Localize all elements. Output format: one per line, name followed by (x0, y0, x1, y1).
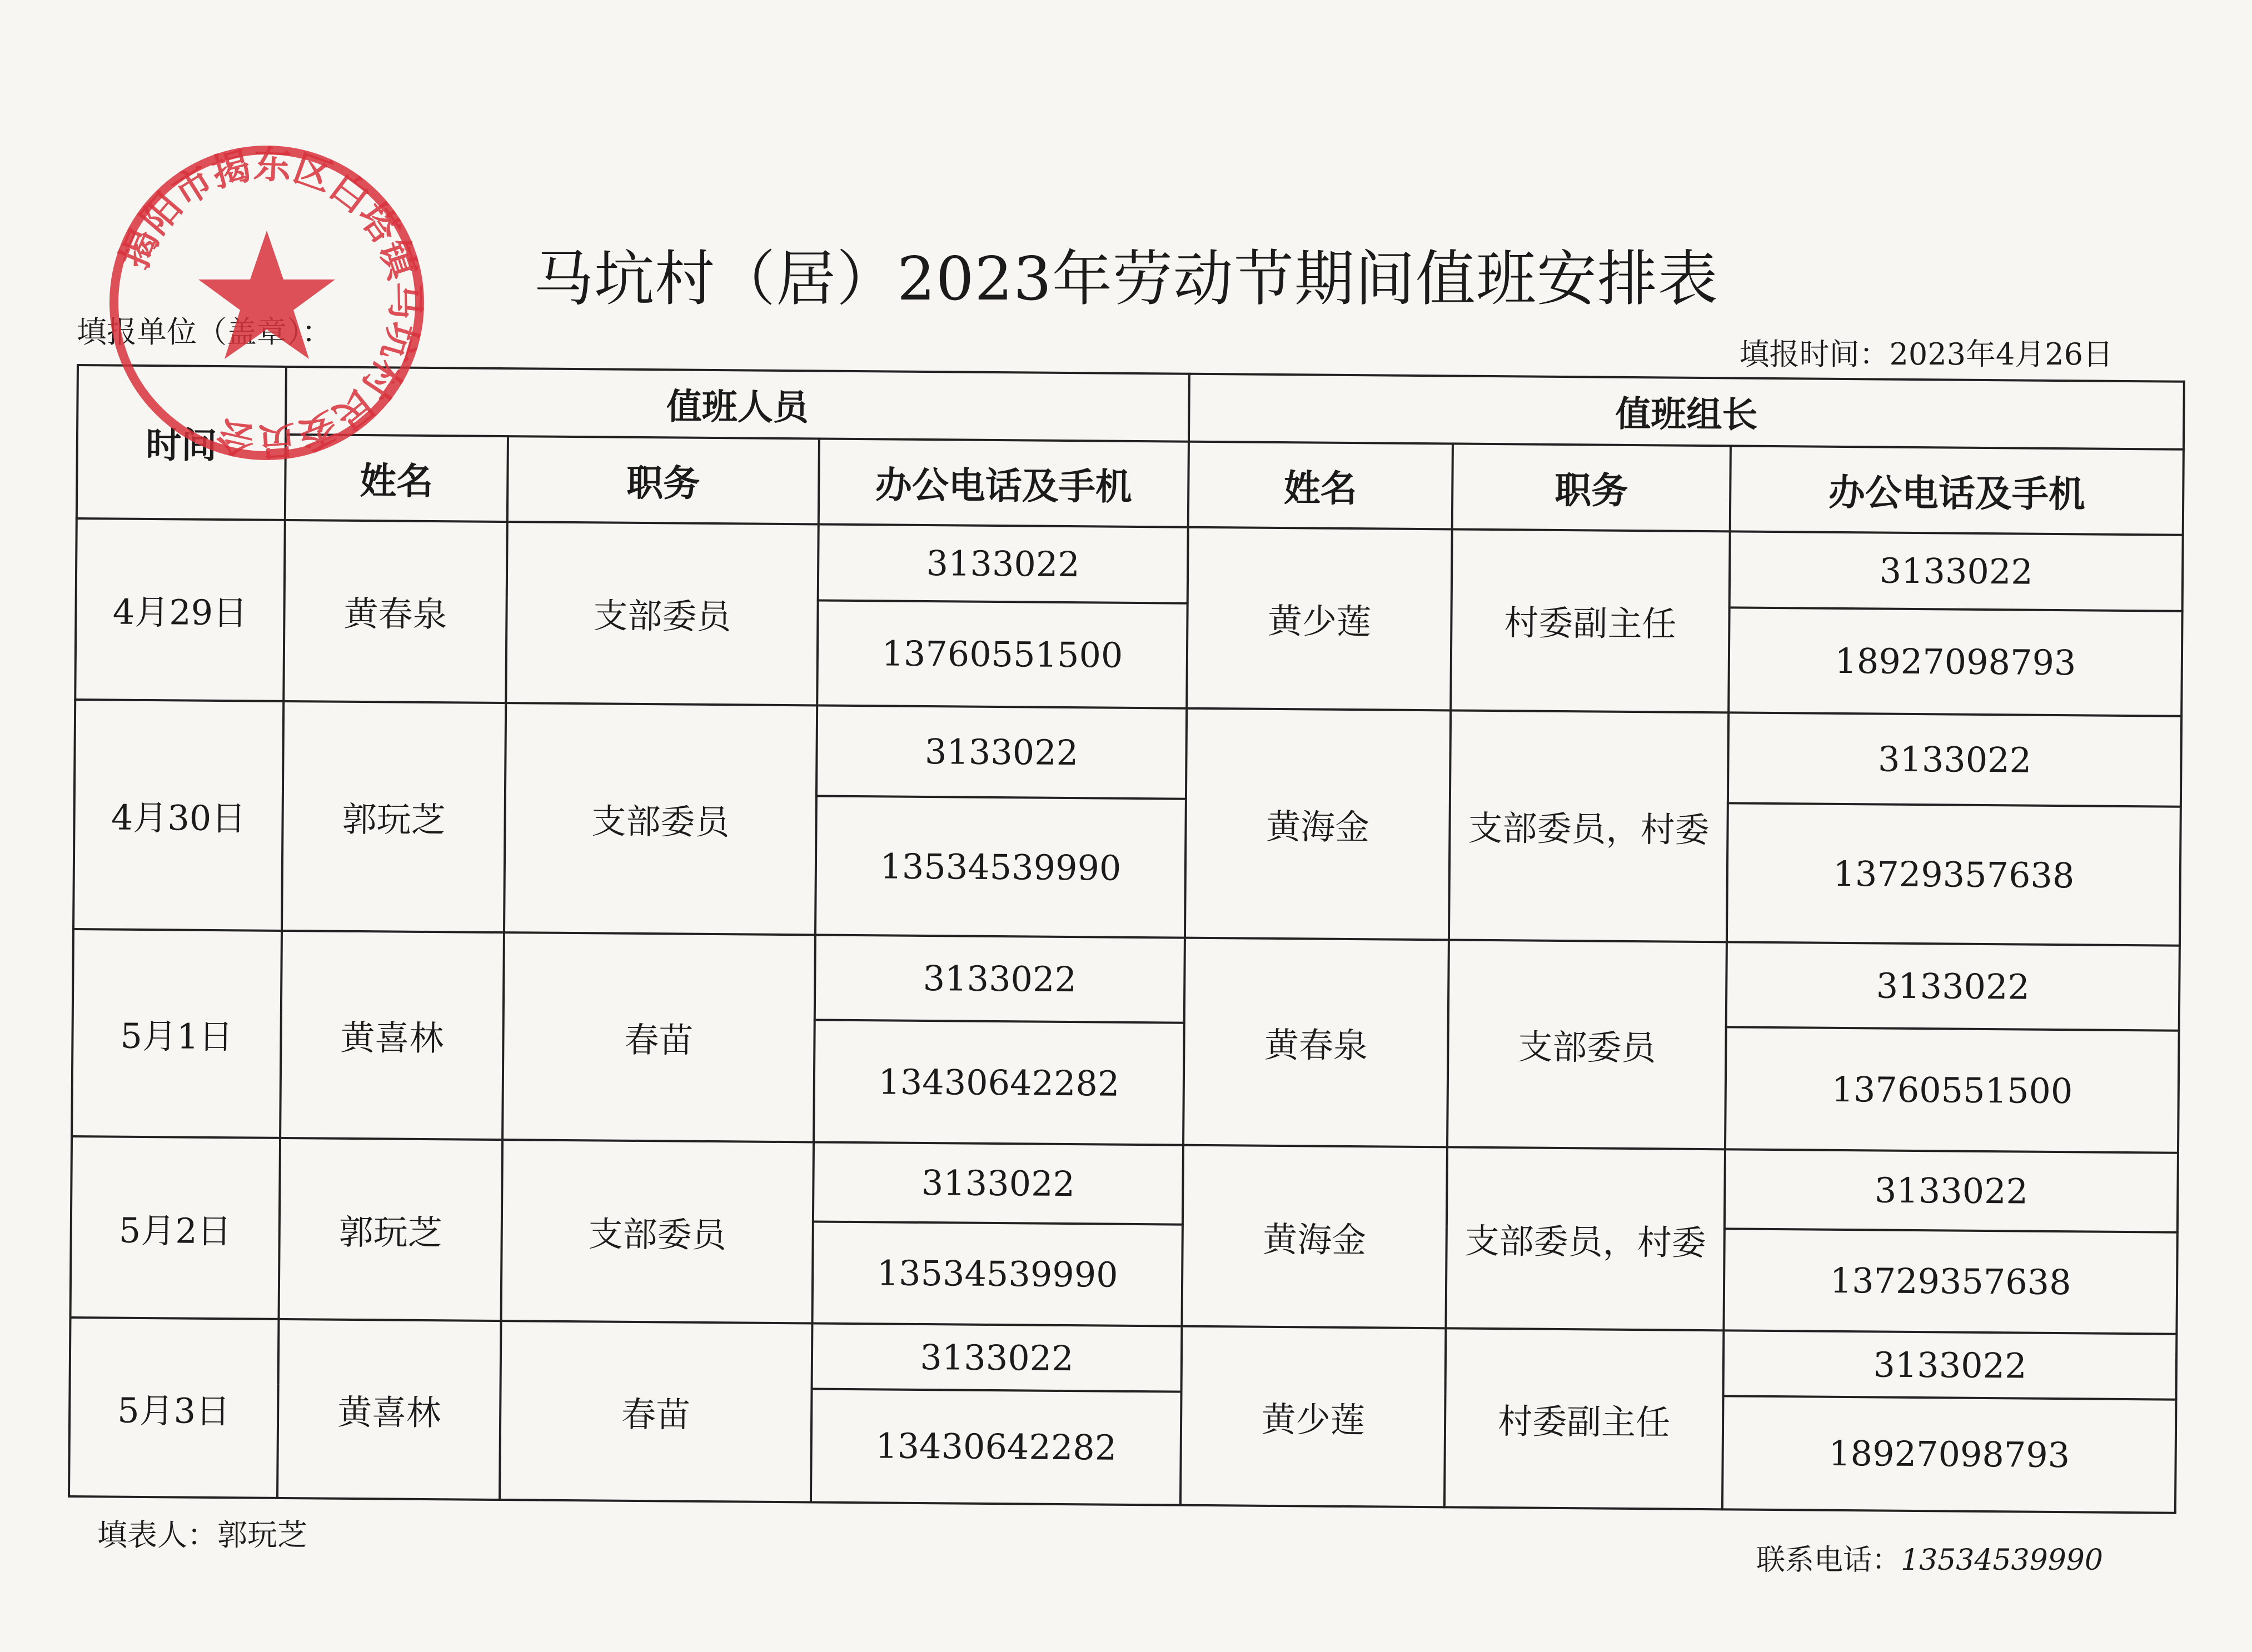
leader-role-cell: 村委副主任 (1451, 529, 1730, 712)
leader-phone-header: 办公电话及手机 (1730, 446, 2184, 535)
contact-number: 13534539990 (1901, 1544, 2103, 1577)
date-cell: 5月3日 (69, 1317, 279, 1498)
time-header: 时间 (77, 365, 286, 520)
date-cell: 4月30日 (73, 700, 283, 931)
duty-name-header: 姓名 (285, 435, 508, 521)
duty-office-phone-cell: 3133022 (812, 1324, 1182, 1392)
date-cell: 5月1日 (72, 929, 282, 1137)
contact-label: 联系电话： (1756, 1544, 1901, 1577)
star-icon (198, 231, 335, 359)
fill-unit-label: 填报单位（盖章）： (77, 315, 332, 350)
leader-role-cell: 支部委员，村委 (1449, 711, 1728, 942)
duty-mobile-cell: 13534539990 (812, 1221, 1182, 1326)
leader-mobile-cell: 18927098793 (1722, 1396, 2176, 1513)
leader-role-cell: 支部委员 (1447, 940, 1727, 1149)
duty-role-header: 职务 (507, 437, 819, 524)
duty-role-cell: 支部委员 (506, 522, 819, 706)
duty-role-cell: 春苗 (500, 1321, 813, 1503)
leader-office-phone-cell: 3133022 (1730, 531, 2183, 611)
schedule-table-container (68, 364, 2183, 1514)
duty-mobile-cell: 13430642282 (811, 1389, 1182, 1505)
duty-role-cell: 春苗 (502, 932, 815, 1142)
duty-role-cell: 支部委员 (504, 703, 817, 935)
duty-office-phone-cell: 3133022 (815, 935, 1185, 1023)
duty-office-phone-cell: 3133022 (813, 1142, 1183, 1224)
duty-mobile-cell: 13534539990 (815, 796, 1186, 938)
duty-name-cell: 黄喜林 (277, 1319, 501, 1500)
leader-role-cell: 支部委员，村委 (1446, 1147, 1725, 1330)
duty-role-cell: 支部委员 (501, 1140, 814, 1324)
duty-mobile-cell: 13760551500 (817, 601, 1187, 708)
filled-by: 填表人：郭玩芝 (97, 1518, 307, 1553)
leader-role-header: 职务 (1452, 444, 1731, 531)
leader-mobile-cell: 13760551500 (1725, 1027, 2179, 1153)
duty-leader-group-header: 值班组长 (1189, 374, 2184, 450)
leader-name-cell: 黄海金 (1185, 708, 1451, 940)
leader-name-cell: 黄海金 (1182, 1145, 1447, 1329)
leader-office-phone-cell: 3133022 (1725, 1149, 2178, 1232)
leader-office-phone-cell: 3133022 (1726, 942, 2180, 1031)
official-seal-stamp (100, 136, 434, 470)
duty-name-cell: 郭玩芝 (282, 701, 506, 932)
duty-mobile-cell: 13430642282 (814, 1020, 1184, 1145)
fill-date: 填报时间：2023年4月26日 (1739, 337, 2113, 372)
duty-name-cell: 黄喜林 (280, 931, 504, 1140)
document-title: 马坑村（居）2023年劳动节期间值班安排表 (534, 244, 1718, 314)
duty-name-cell: 郭玩芝 (279, 1138, 503, 1321)
leader-office-phone-cell: 3133022 (1723, 1331, 2177, 1400)
leader-role-cell: 村委副主任 (1444, 1329, 1724, 1509)
leader-mobile-cell: 13729357638 (1723, 1229, 2177, 1334)
leader-name-cell: 黄少莲 (1180, 1326, 1446, 1507)
contact-phone (1756, 1536, 2103, 1578)
leader-name-cell: 黄少莲 (1187, 527, 1452, 710)
duty-name-cell: 黄春泉 (283, 520, 507, 703)
date-cell: 4月29日 (75, 518, 285, 701)
date-cell: 5月2日 (71, 1136, 281, 1319)
leader-name-cell: 黄春泉 (1183, 938, 1449, 1147)
leader-name-header: 姓名 (1188, 442, 1453, 529)
duty-phone-header: 办公电话及手机 (819, 439, 1189, 527)
duty-staff-group-header: 值班人员 (286, 367, 1189, 442)
duty-office-phone-cell: 3133022 (816, 706, 1187, 799)
duty-office-phone-cell: 3133022 (818, 524, 1188, 603)
leader-office-phone-cell: 3133022 (1728, 712, 2181, 807)
duty-schedule-table (68, 364, 2185, 1514)
seal-text-path: 揭阳市揭东区白塔镇马坑村民委员会 (112, 142, 427, 463)
leader-mobile-cell: 18927098793 (1728, 608, 2182, 716)
leader-mobile-cell: 13729357638 (1727, 803, 2181, 946)
